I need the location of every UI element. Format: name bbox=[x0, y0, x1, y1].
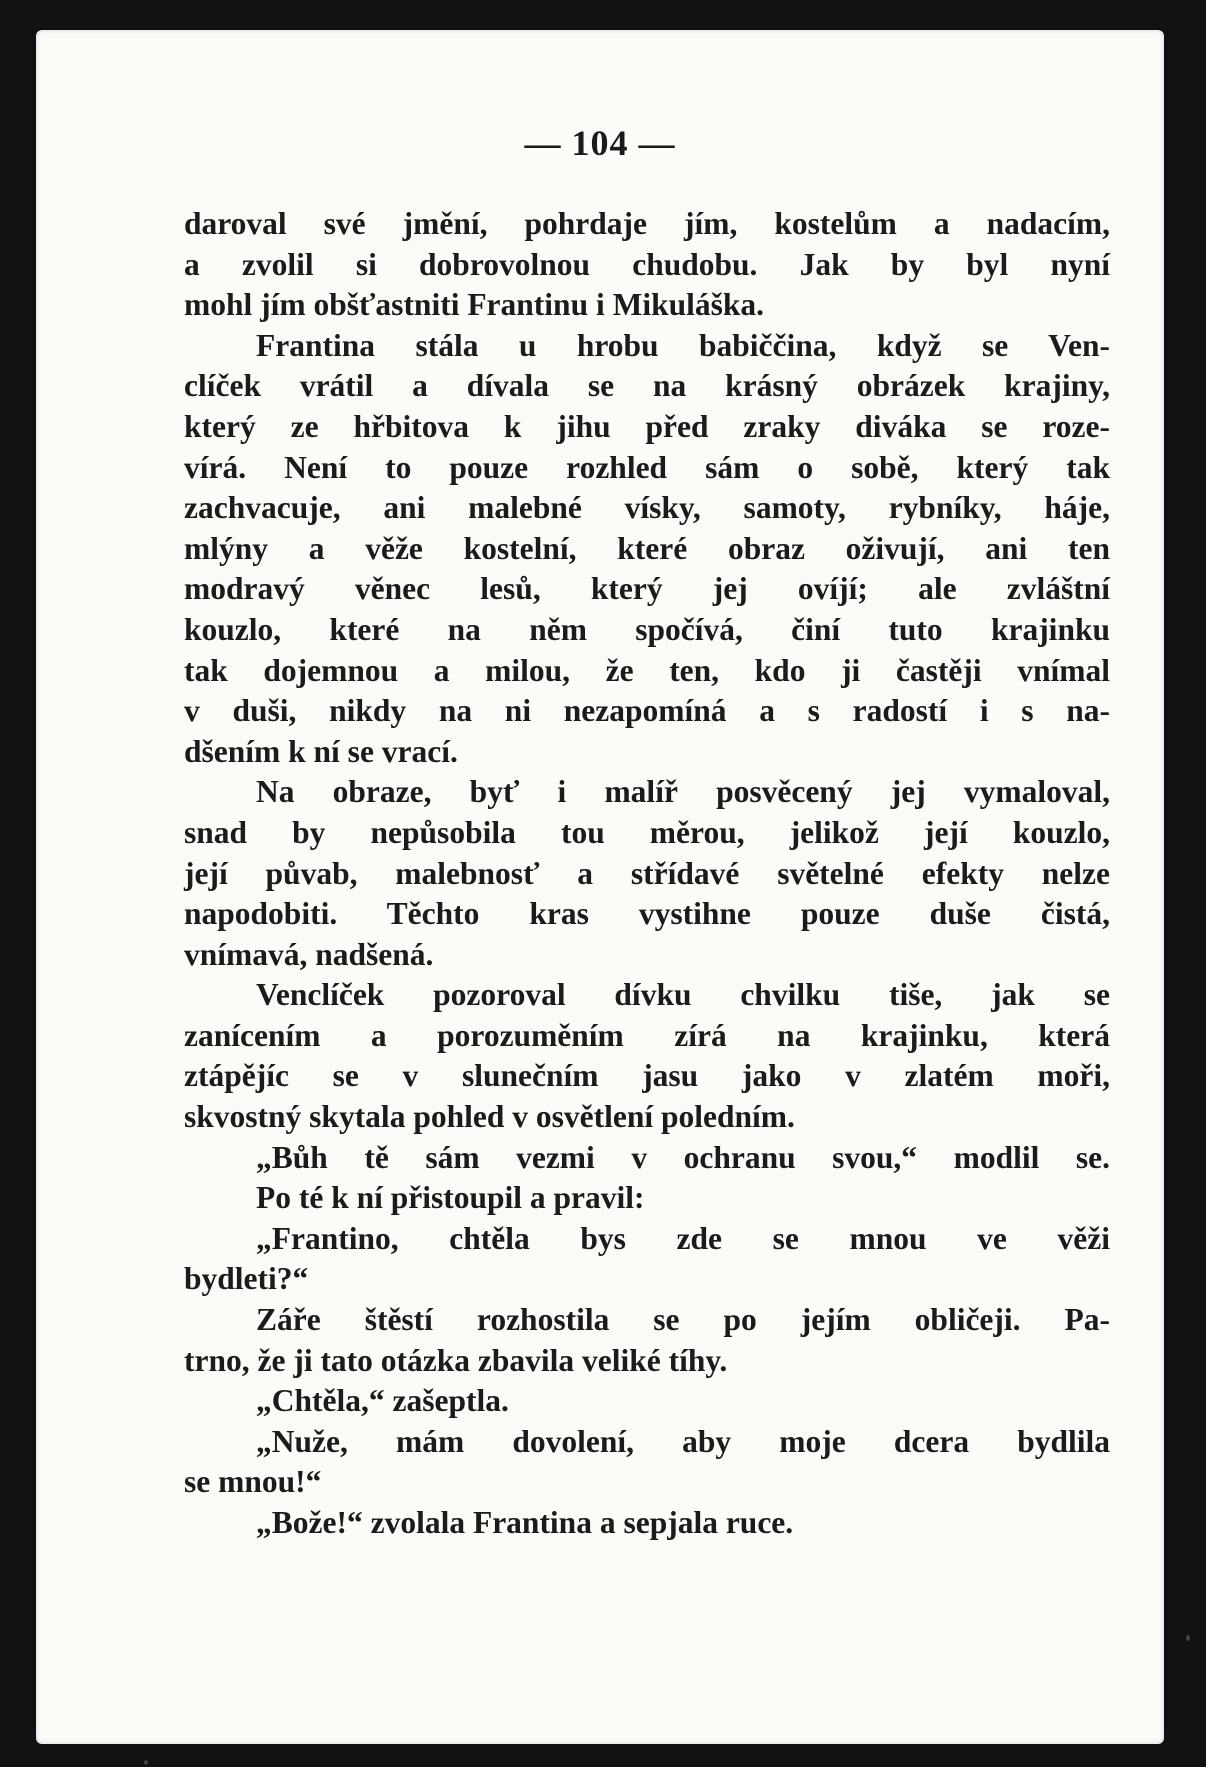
paper-speck bbox=[1186, 1635, 1190, 1641]
body-text bbox=[184, 204, 1110, 1544]
text-line: se mnou!“ bbox=[184, 1464, 322, 1500]
text-line: zanícením a porozuměním zírá na krajinku, která bbox=[184, 1017, 1110, 1053]
text-line: bydleti?“ bbox=[184, 1261, 309, 1297]
text-line: její půvab, malebnosť a střídavé světelné efekty nelze bbox=[184, 855, 1110, 891]
page-number: — 104 — bbox=[524, 123, 676, 163]
text-line: Záře štěstí rozhostila se po jejím obličeji. Pa- bbox=[256, 1302, 1110, 1338]
text-line: modravý věnec lesů, který jej ovíjí; ale zvláštní bbox=[184, 571, 1110, 607]
text-line: Frantina stála u hrobu babiččina, když se Ven- bbox=[256, 327, 1110, 363]
text-line: „Nuže, mám dovolení, aby moje dcera bydlila bbox=[256, 1423, 1110, 1459]
text-line: skvostný skytala pohled v osvětlení poledním. bbox=[184, 1099, 795, 1135]
book-page bbox=[36, 30, 1164, 1744]
text-line: ztápějíc se v slunečním jasu jako v zlatém moři, bbox=[184, 1058, 1110, 1094]
text-line: Po té k ní přistoupil a pravil: bbox=[256, 1180, 645, 1216]
text-line: Venclíček pozoroval dívku chvilku tiše, jak se bbox=[256, 977, 1110, 1013]
text-line: dšením k ní se vrací. bbox=[184, 733, 458, 769]
text-line: a zvolil si dobrovolnou chudobu. Jak by byl nyní bbox=[184, 246, 1110, 282]
text-line: „Frantino, chtěla bys zde se mnou ve věži bbox=[256, 1220, 1110, 1256]
text-line: zachvacuje, ani malebné vísky, samoty, rybníky, háje, bbox=[184, 490, 1110, 526]
text-line: napodobiti. Těchto kras vystihne pouze duše čistá, bbox=[184, 896, 1110, 932]
text-line: daroval své jmění, pohrdaje jím, kostelům a nadacím, bbox=[184, 206, 1110, 241]
text-line: vírá. Není to pouze rozhled sám o sobě, který tak bbox=[184, 449, 1110, 485]
text-line: „Bože!“ zvolala Frantina a sepjala ruce. bbox=[256, 1505, 794, 1540]
text-line: clíček vrátil a dívala se na krásný obrázek krajiny, bbox=[184, 368, 1110, 404]
text-line: kouzlo, které na něm spočívá, činí tuto krajinku bbox=[184, 611, 1110, 647]
text-line: který ze hřbitova k jihu před zraky diváka se roze- bbox=[184, 408, 1110, 444]
paper-speck bbox=[144, 1760, 148, 1765]
text-line: snad by nepůsobila tou měrou, jelikož její kouzlo, bbox=[184, 814, 1110, 850]
text-line: „Chtěla,“ zašeptla. bbox=[256, 1383, 509, 1419]
text-line: trno, že ji tato otázka zbavila veliké tíhy. bbox=[184, 1342, 728, 1378]
text-line: v duši, nikdy na ni nezapomíná a s radostí i s na- bbox=[184, 693, 1110, 729]
text-line: tak dojemnou a milou, že ten, kdo ji častěji vnímal bbox=[184, 652, 1110, 688]
text-line: mohl jím obšťastniti Frantinu i Mikuláška. bbox=[184, 287, 765, 323]
text-line: Na obraze, byť i malíř posvěcený jej vymaloval, bbox=[256, 774, 1110, 810]
text-line: vnímavá, nadšená. bbox=[184, 936, 434, 972]
text-line: mlýny a věže kostelní, které obraz oživují, ani ten bbox=[184, 530, 1110, 566]
text-line: „Bůh tě sám vezmi v ochranu svou,“ modlil se. bbox=[256, 1139, 1110, 1175]
